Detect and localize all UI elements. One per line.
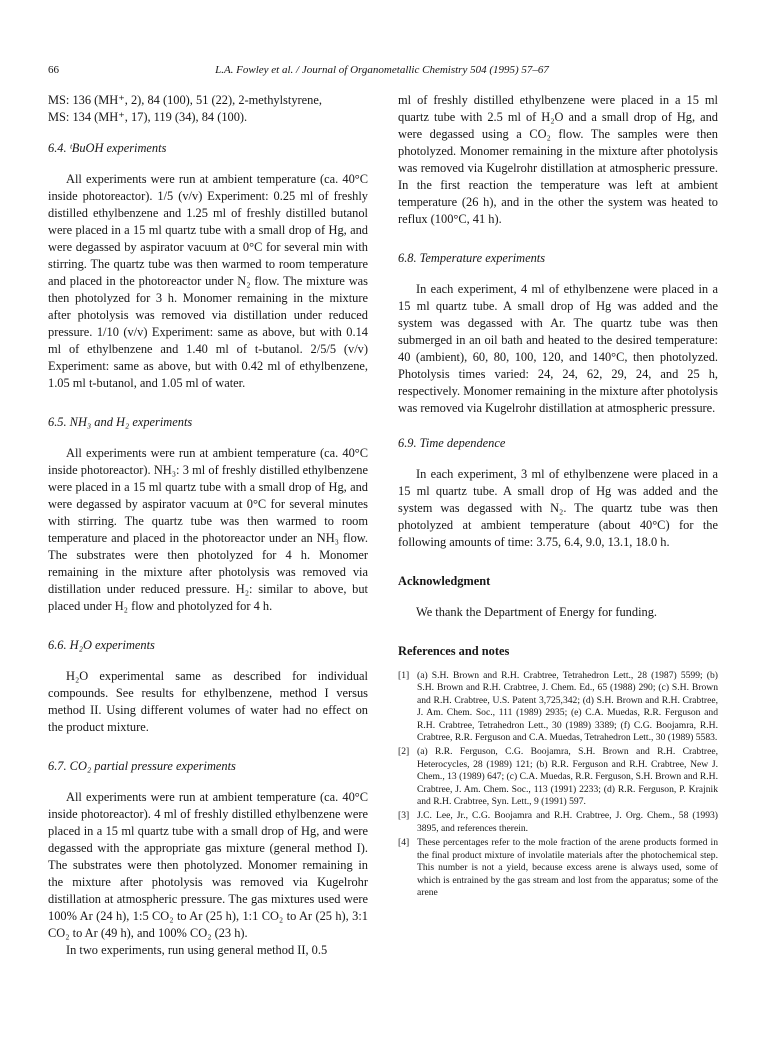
right-column xyxy=(398,92,718,901)
acknowledgment-text: We thank the Department of Energy for funding. xyxy=(416,605,658,619)
references-heading: References and notes xyxy=(398,644,510,658)
reference-number: [3] xyxy=(398,810,410,822)
section-paragraph: In two experiments, run using general method II, 0.5 xyxy=(66,943,328,957)
acknowledgment-heading: Acknowledgment xyxy=(398,574,491,588)
section-heading: 6.4. ᵗBuOH experiments xyxy=(48,141,167,155)
section-heading: 6.6. H₂O experiments xyxy=(48,638,155,652)
section-heading: 6.8. Temperature experiments xyxy=(398,251,546,265)
section-paragraph: ml of freshly distilled ethylbenzene were placed in a 15 ml quartz tube with 2.5 ml of H₂O and a small drop of Hg, and were degassed using a CO₂ flow. The samples were then photolyzed. Monomer remaining in the mixture after photolysis was removed via Kugelrohr distillation at atmospheric pressure. In the first reaction the temperature was left at ambient temperature (26 h), and in the other the system was heated to reflux (100°C, 41 h). xyxy=(398,93,718,226)
section-heading: 6.9. Time dependence xyxy=(398,436,506,450)
reference-number: [1] xyxy=(398,670,410,681)
reference-list xyxy=(398,670,718,899)
reference-text: J.C. Lee, Jr., C.G. Boojamra and R.H. Crabtree, J. Org. Chem., 58 (1993) 3895, and references therein. xyxy=(417,810,718,834)
reference-number: [4] xyxy=(398,837,410,849)
reference-text: (a) S.H. Brown and R.H. Crabtree, Tetrahedron Lett., 28 (1987) 5599; (b) S.H. Brown and R.H. Crabtree, J. Chem. Ed., 65 (1988) 290; (c) S.H. Brown and R.H. Crabtree, U.S. Patent 3,725,342; (d) S.H. Brown and R.H. Crabtree, J. Am. Chem. Soc., 111 (1989) 2935; (e) C.A. Muedas, R.R. Ferguson and R.H. Crabtree, Tetrahedron Lett., 30 (1989) 3389; (f) C.G. Boojamra, R.H. Crabtree, R.R. Ferguson and C.A. Muedas, Tetrahedron Lett., 30 (1989) 5583. xyxy=(417,670,718,744)
reference-text: These percentages refer to the mole fraction of the arene products formed in the final product mixture of involatile materials after the photochemical step. This number is not a yield, because excess arene is always used, some of which is entrained by the gas stream and lost from the apparatus; some of the arene xyxy=(417,837,718,898)
ms-line: MS: 136 (MH⁺, 2), 84 (100), 51 (22), 2-methylstyrene, xyxy=(48,93,322,107)
section-paragraph: All experiments were run at ambient temperature (ca. 40°C inside photoreactor). NH₃: 3 ml of freshly distilled ethylbenzene were placed in a 15 ml quartz tube with a small drop of Hg, and were degassed by aspirator vacuum at 0°C for several minutes with stirring. The quartz tube was then warmed to room temperature and placed in the photoreactor under an NH₃ flow. The substrates were then photolyzed for 4 h. Monomer remaining in the mixture after photolysis was removed via distillation under reduced pressure. H₂: similar to above, but placed under H₂ flow and photolyzed for 4 h. xyxy=(48,446,368,613)
section-paragraph: All experiments were run at ambient temperature (ca. 40°C inside photoreactor). 4 ml of freshly distilled ethylbenzene were placed in a 15 ml quartz tube with a small drop of Hg, and were degassed with the appropriate gas mixture (general method I). The substrates were then photolyzed. Monomer remaining in the mixture after photolysis was removed via Kugelrohr distillation at atmospheric pressure. The gas mixtures used were 100% Ar (24 h), 1:5 CO₂ to Ar (25 h), 1:1 CO₂ to Ar (25 h), 3:1 CO₂ to Ar (49 h), and 100% CO₂ (23 h). xyxy=(48,790,368,940)
section-paragraph: In each experiment, 4 ml of ethylbenzene were placed in a 15 ml quartz tube. A small drop of Hg was added and the system was degassed with Ar. The quartz tube was then submerged in an oil bath and heated to the desired temperature: 40 (ambient), 60, 80, 100, 120, and 140°C, then photolyzed. Photolysis times varied: 24, 24, 62, 29, 24, and 25 h, respectively. Monomer remaining in the mixture after photolysis was removed via Kugelrohr distillation at atmospheric pressure. xyxy=(398,282,718,415)
page-number: 66 xyxy=(48,64,59,76)
section-heading: 6.7. CO₂ partial pressure experiments xyxy=(48,759,236,773)
left-column xyxy=(48,92,368,959)
ms-line: MS: 134 (MH⁺, 17), 119 (34), 84 (100). xyxy=(48,110,248,124)
section-heading: 6.5. NH₃ and H₂ experiments xyxy=(48,415,193,429)
reference-item xyxy=(398,746,718,808)
reference-item xyxy=(398,810,718,835)
reference-number: [2] xyxy=(398,746,410,758)
reference-text: (a) R.R. Ferguson, C.G. Boojamra, S.H. Brown and R.H. Crabtree, Heterocycles, 28 (1989) 121; (b) R.R. Ferguson and R.H. Crabtree, New J. Chem., 13 (1989) 647; (c) C.A. Muedas, R.R. Ferguson, S.H. Brown and R.H. Crabtree, J. Am. Chem. Soc., 113 (1991) 2233; (d) R.R. Ferguson, P. Krajnik and R.H. Crabtree, Syn. Lett., 9 (1991) 597. xyxy=(417,746,718,808)
running-head: L.A. Fowley et al. / Journal of Organometallic Chemistry 504 (1995) 57–67 xyxy=(215,64,549,76)
section-paragraph: All experiments were run at ambient temperature (ca. 40°C inside photoreactor). 1/5 (v/v) Experiment: 0.25 ml of freshly distilled ethylbenzene and 1.25 ml of freshly distilled butanol were placed in a 15 ml quartz tube with a small drop of Hg, and were degassed by aspirator vacuum at 0°C for several min with stirring. The quartz tube was then warmed to room temperature and placed in the photoreactor under N₂ flow. The mixture was then photolyzed for 3 h. Monomer remaining in the mixture after photolysis was removed via distillation under reduced pressure. 1/10 (v/v) Experiment: same as above, but with 0.14 ml of ethylbenzene and 1.40 ml of t-butanol. 2/5/5 (v/v) Experiment: same as above, but with 0.42 ml of ethylbenzene, 1.05 ml t-butanol, and 1.05 ml of water. xyxy=(48,172,368,390)
reference-item xyxy=(398,670,718,744)
section-paragraph: H₂O experimental same as described for individual compounds. See results for ethylbenzene, method I versus method II. Using different volumes of water had no effect on the product mixture. xyxy=(48,669,368,734)
section-paragraph: In each experiment, 3 ml of ethylbenzene were placed in a 15 ml quartz tube. A small drop of Hg was added and the system was degassed with N₂. The quartz tube was then photolyzed at ambient temperature (about 40°C) for the following amounts of time: 3.75, 6.4, 9.0, 13.1, 18.0 h. xyxy=(398,467,718,549)
reference-item xyxy=(398,837,718,899)
